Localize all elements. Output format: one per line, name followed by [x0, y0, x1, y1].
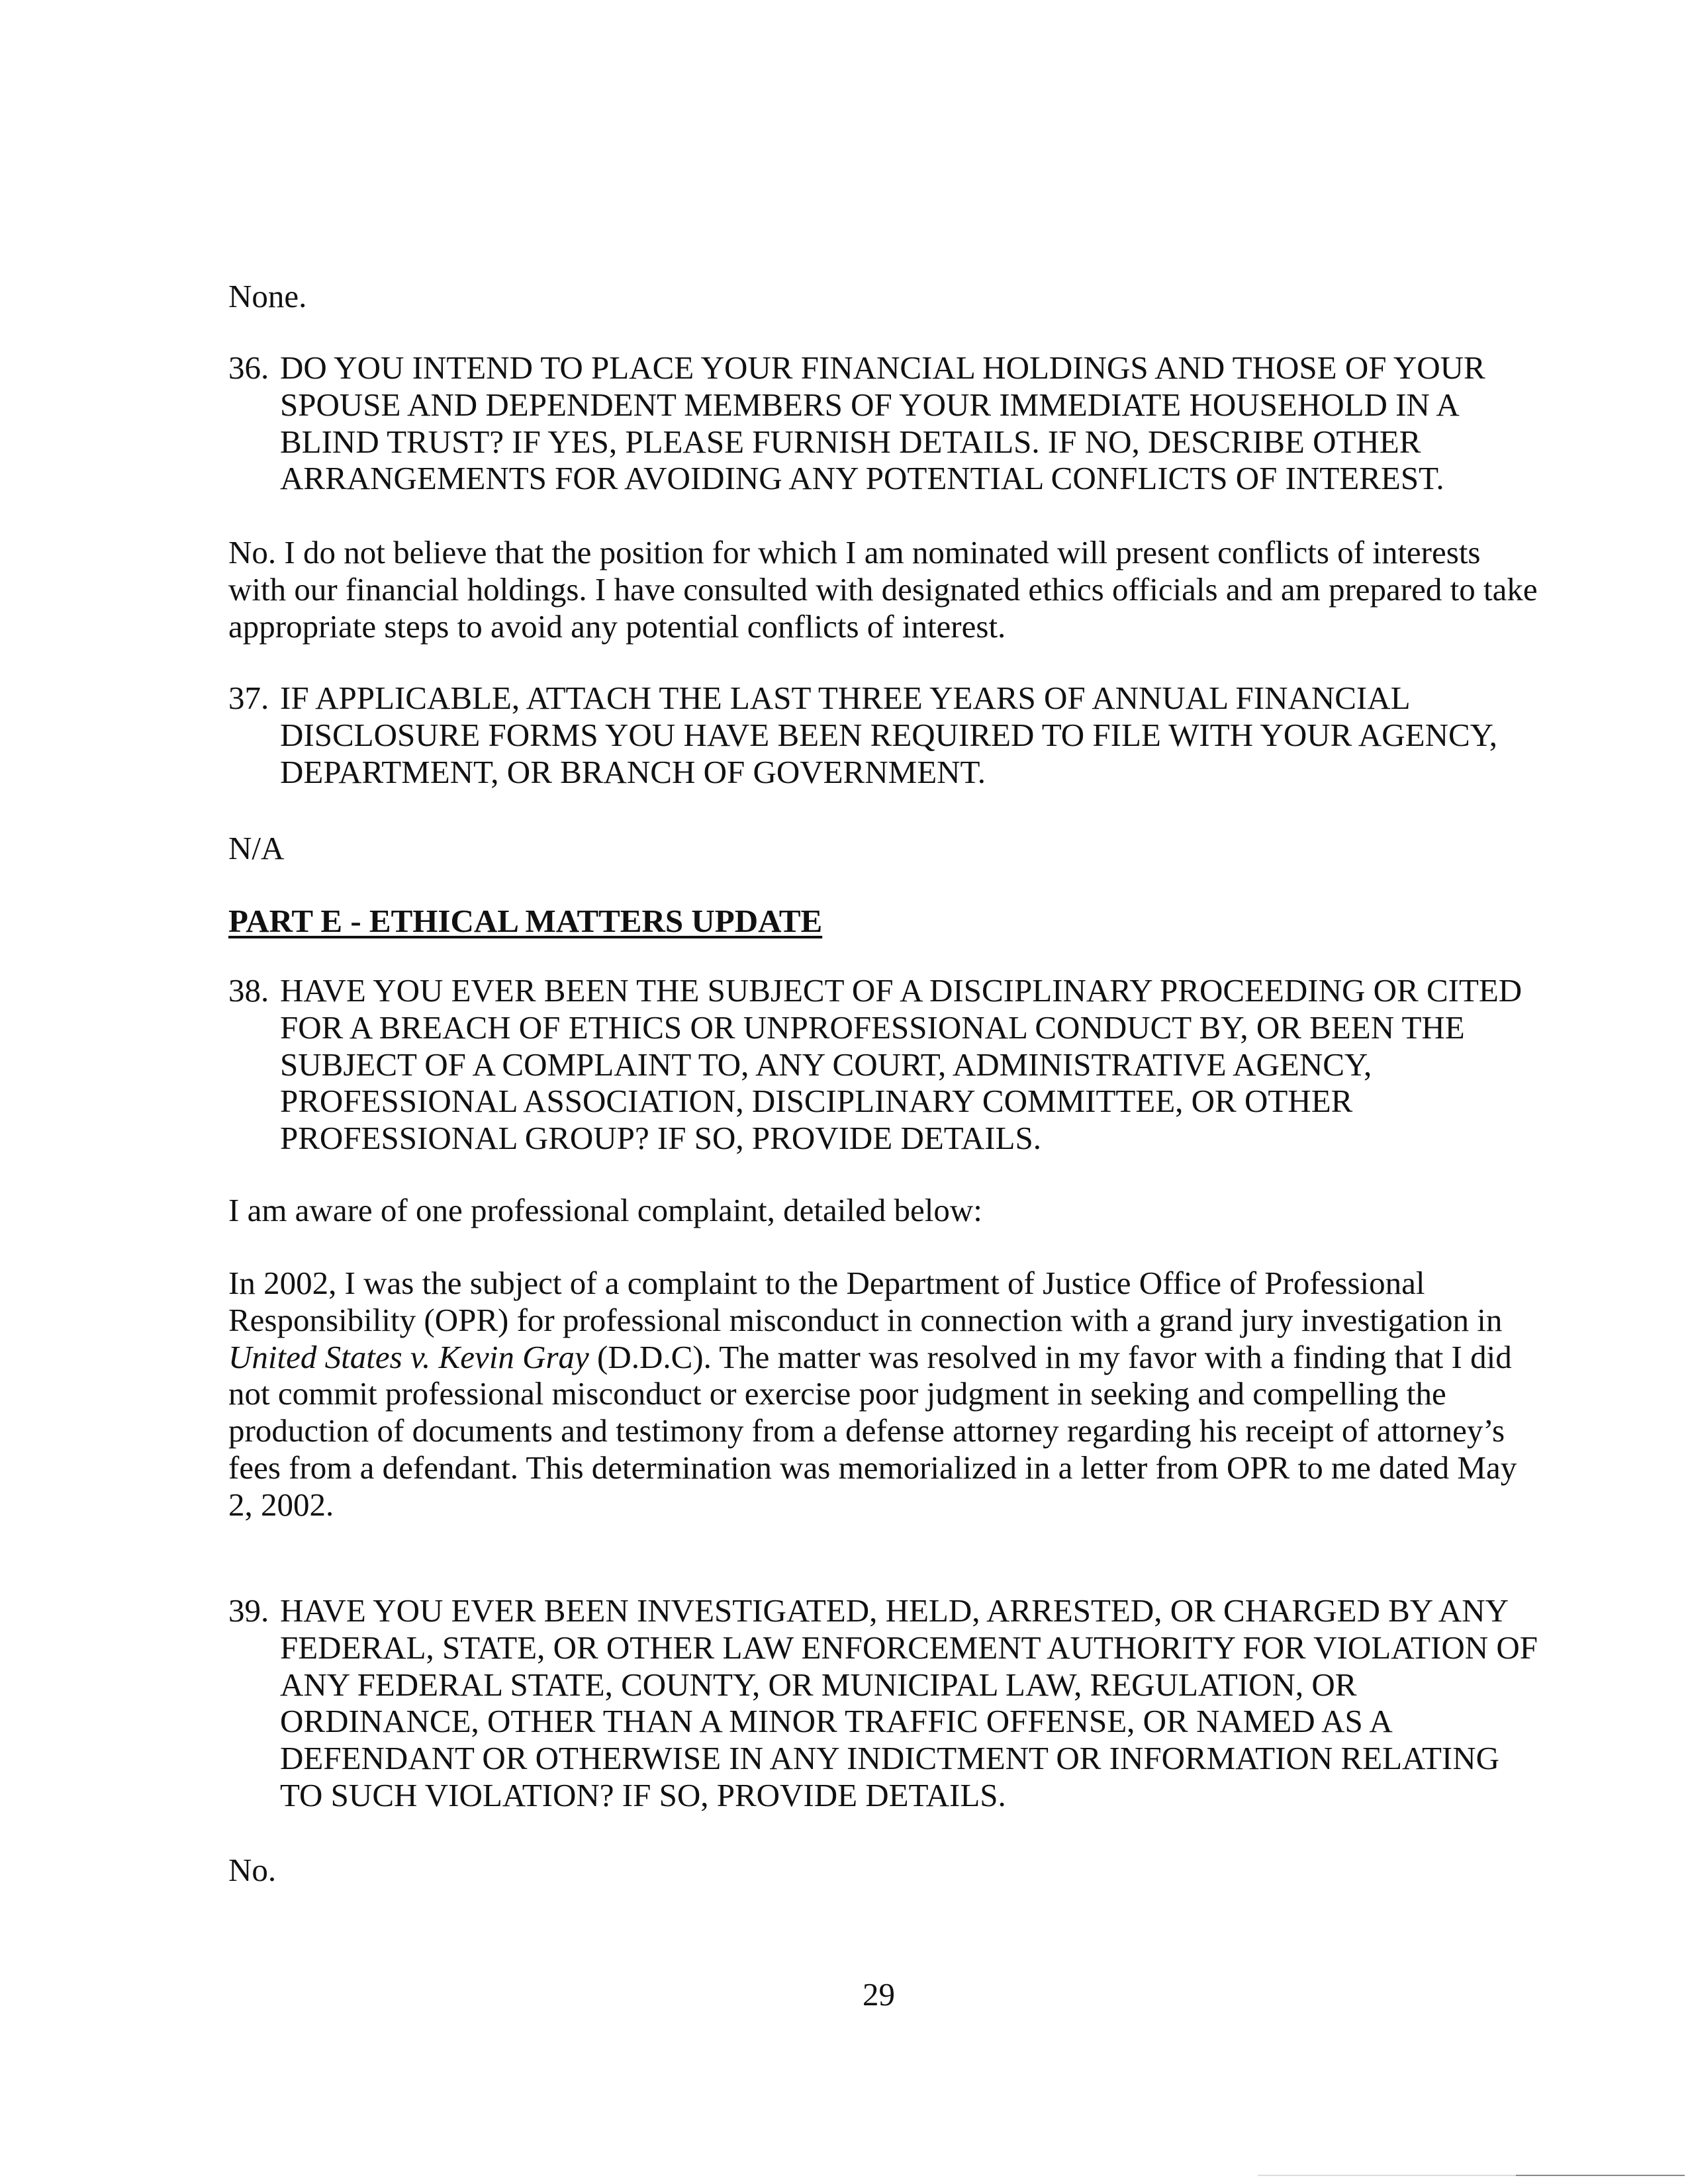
scan-edge-line	[1258, 2175, 1516, 2176]
question-text: HAVE YOU EVER BEEN THE SUBJECT OF A DISCIPLINARY PROCEEDING OR CITED	[280, 972, 1523, 1009]
question-text: DO YOU INTEND TO PLACE YOUR FINANCIAL HOLDINGS AND THOSE OF YOUR	[280, 349, 1485, 386]
answer-line: with our financial holdings. I have consulted with designated ethics officials and am prepared to take	[228, 570, 1538, 608]
question-36	[228, 349, 1485, 497]
question-line	[228, 1592, 1538, 1629]
section-heading-part-e	[228, 903, 822, 940]
answer-line: No. I do not believe that the position for which I am nominated will present conflicts of interests	[228, 534, 1481, 570]
page-number: 29	[863, 1976, 895, 2013]
case-name: United States v. Kevin Gray	[228, 1338, 589, 1375]
answer-line: production of documents and testimony from a defense attorney regarding his receipt of attorney’s	[228, 1412, 1505, 1449]
question-line	[228, 349, 1485, 387]
question-line: FEDERAL, STATE, OR OTHER LAW ENFORCEMENT AUTHORITY FOR VIOLATION OF	[280, 1629, 1538, 1666]
answer-38-detail	[228, 1265, 1517, 1524]
question-line: DISCLOSURE FORMS YOU HAVE BEEN REQUIRED TO FILE WITH YOUR AGENCY,	[280, 716, 1497, 753]
question-line: ARRANGEMENTS FOR AVOIDING ANY POTENTIAL CONFLICTS OF INTEREST.	[280, 460, 1444, 497]
question-text: IF APPLICABLE, ATTACH THE LAST THREE YEARS OF ANNUAL FINANCIAL	[280, 680, 1411, 716]
question-line: BLIND TRUST? IF YES, PLEASE FURNISH DETAILS. IF NO, DESCRIBE OTHER	[280, 423, 1421, 460]
answer-35	[228, 278, 306, 315]
answer-39	[228, 1852, 276, 1889]
question-text: HAVE YOU EVER BEEN INVESTIGATED, HELD, ARRESTED, OR CHARGED BY ANY	[280, 1592, 1509, 1629]
question-line	[228, 680, 1497, 717]
question-line: DEFENDANT OR OTHERWISE IN ANY INDICTMENT OR INFORMATION RELATING	[280, 1740, 1499, 1777]
answer-36	[228, 534, 1538, 645]
question-line: ORDINANCE, OTHER THAN A MINOR TRAFFIC OFFENSE, OR NAMED AS A	[280, 1703, 1393, 1740]
answer-37	[228, 830, 284, 867]
question-line: SUBJECT OF A COMPLAINT TO, ANY COURT, ADMINISTRATIVE AGENCY,	[280, 1046, 1372, 1083]
question-line: FOR A BREACH OF ETHICS OR UNPROFESSIONAL CONDUCT BY, OR BEEN THE	[280, 1009, 1465, 1046]
question-line: ANY FEDERAL STATE, COUNTY, OR MUNICIPAL LAW, REGULATION, OR	[280, 1666, 1357, 1703]
answer-line: Responsibility (OPR) for professional misconduct in connection with a grand jury investigation in	[228, 1301, 1503, 1338]
answer-line: not commit professional misconduct or exercise poor judgment in seeking and compelling the	[228, 1375, 1446, 1412]
question-line: DEPARTMENT, OR BRANCH OF GOVERNMENT.	[280, 753, 986, 790]
section-heading: PART E - ETHICAL MATTERS UPDATE	[228, 903, 823, 939]
answer-line: fees from a defendant. This determination was memorialized in a letter from OPR to me dated May	[228, 1449, 1517, 1486]
question-line: PROFESSIONAL ASSOCIATION, DISCIPLINARY COMMITTEE, OR OTHER	[280, 1083, 1353, 1120]
question-number: 38.	[228, 972, 269, 1009]
answer-text: N/A	[228, 830, 285, 866]
question-number: 39.	[228, 1592, 269, 1629]
question-39	[228, 1592, 1538, 1814]
question-line	[228, 972, 1522, 1009]
question-37	[228, 680, 1497, 790]
question-number: 36.	[228, 349, 269, 386]
question-line: SPOUSE AND DEPENDENT MEMBERS OF YOUR IMMEDIATE HOUSEHOLD IN A	[280, 386, 1460, 423]
question-number: 37.	[228, 680, 269, 716]
answer-line: 2, 2002.	[228, 1486, 334, 1523]
answer-text: No.	[228, 1852, 277, 1888]
answer-text: (D.D.C). The matter was resolved in my favor with a finding that I did	[588, 1338, 1512, 1375]
answer-line: In 2002, I was the subject of a complaint to the Department of Justice Office of Professional	[228, 1265, 1425, 1301]
question-38	[228, 972, 1522, 1157]
answer-text: None.	[228, 278, 307, 314]
scan-edge-line	[1516, 2175, 1685, 2176]
answer-line: appropriate steps to avoid any potential conflicts of interest.	[228, 608, 1006, 645]
question-line: TO SUCH VIOLATION? IF SO, PROVIDE DETAILS.	[280, 1776, 1006, 1813]
answer-text: I am aware of one professional complaint, detailed below:	[228, 1192, 982, 1228]
question-line: PROFESSIONAL GROUP? IF SO, PROVIDE DETAILS.	[280, 1120, 1041, 1157]
answer-38-intro	[228, 1192, 982, 1229]
answer-line	[228, 1339, 1517, 1376]
